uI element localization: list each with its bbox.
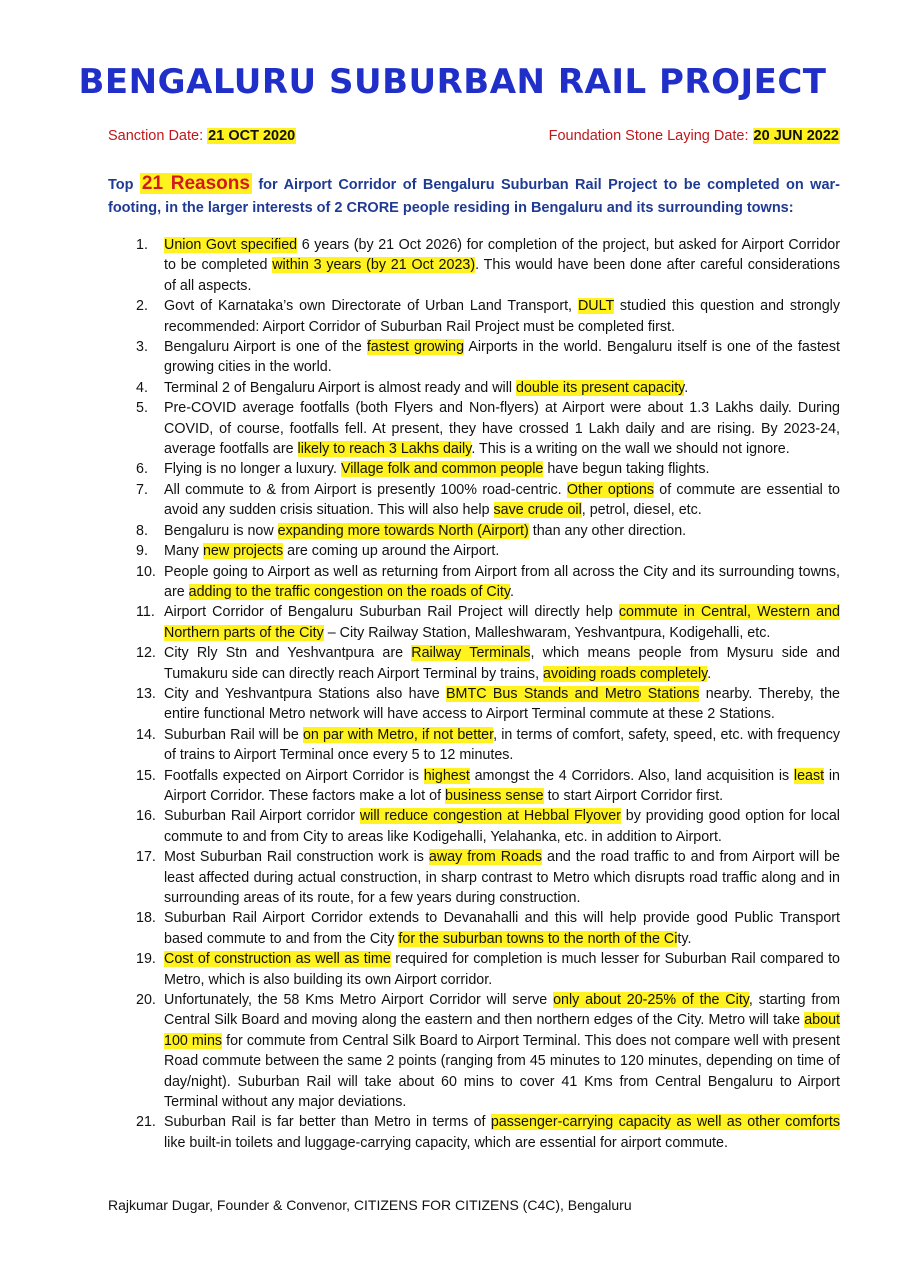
reason-highlight: Village folk and common people: [340, 461, 544, 478]
reason-text: of commute are essential to avoid any sudden crisis situation. This will also help: [164, 481, 840, 519]
reason-number: 13.: [136, 685, 156, 702]
reason-text: Unfortunately, the 58 Kms Metro Airport Corridor will serve: [164, 992, 554, 1009]
sanction-date-value: 21 OCT 2020: [208, 128, 296, 144]
reason-highlight: Other options: [566, 481, 655, 498]
reason-text: Suburban Rail Airport corridor: [164, 808, 360, 825]
reason-text: People going to Airport as well as returning from Airport from all across the City and its surrounding towns, are: [164, 563, 840, 600]
reason-item: [108, 725, 840, 766]
reason-number: 10.: [136, 563, 156, 580]
reason-number: 1.: [136, 237, 148, 253]
reason-text: have begun taking flights.: [543, 461, 710, 478]
reason-highlight: expanding more towards North (Airport): [277, 522, 529, 539]
reason-highlight: new projects: [202, 543, 284, 560]
reason-item: [108, 480, 840, 521]
reason-text: nearby. Thereby, the entire functional Metro network will have access to Airport Terminal commute at these 2 Stations.: [164, 685, 840, 723]
reason-text: amongst the 4 Corridors. Also, land acquisition is: [469, 767, 794, 784]
reason-highlight: save crude oil: [493, 502, 582, 519]
reason-highlight: highest: [423, 767, 470, 784]
reason-highlight: away from Roads: [428, 849, 543, 866]
reason-number: 6.: [136, 461, 148, 478]
reason-text: in Airport Corridor. These factors make a lot of: [164, 767, 840, 804]
reason-text: , in terms of comfort, safety, speed, etc. with frequency of trains to Airport Terminal once every 5 to 12 minutes.: [164, 726, 840, 764]
reason-text: . This would have been done after careful considerations of all aspects.: [164, 257, 840, 294]
reason-number: 8.: [136, 522, 148, 539]
reason-text: – City Railway Station, Malleshwaram, Yeshvantpura, Kodigehalli, etc.: [323, 624, 771, 641]
reason-text: and the road traffic to and from Airport will be least affected during actual construction, in sharp contrast to Metro which disrupts road traffic along and in surrounding areas of its route, for a few years during construction.: [164, 849, 840, 906]
reason-text: 6 years (by 21 Oct 2026) for completion of the project, but asked for Airport Corridor to be completed: [164, 237, 840, 274]
reason-highlight: commute in Central, Western and Northern parts of the City: [164, 604, 840, 641]
reason-item: [108, 337, 840, 378]
intro-heading: [108, 172, 840, 220]
reason-item: [108, 766, 840, 807]
reason-text: like built-in toilets and luggage-carrying capacity, which are essential for airport commute.: [164, 1134, 728, 1151]
foundation-date-value: 20 JUN 2022: [753, 128, 839, 144]
intro-pre: Top: [108, 177, 140, 193]
reason-item: [108, 562, 840, 603]
reasons-list: [108, 235, 840, 1153]
reason-item: [108, 521, 840, 541]
reason-text: Pre-COVID average footfalls (both Flyers and Non-flyers) at Airport were about 1.3 Lakhs daily. During COVID, of course, footfalls fell. At present, they have crossed 1 Lakh daily and are rising. By 2023-24, average footfalls are: [164, 400, 840, 458]
reason-highlight: avoiding roads completely: [543, 665, 708, 682]
reason-item: [108, 847, 840, 908]
reason-highlight: on par with Metro, if not better: [302, 726, 494, 743]
reason-highlight: adding to the traffic congestion on the roads of City: [188, 583, 510, 600]
reason-text: Govt of Karnataka’s own Directorate of Urban Land Transport,: [164, 298, 578, 315]
reason-number: 17.: [136, 849, 156, 866]
reason-text: Bengaluru is now: [164, 522, 278, 539]
reason-text: . This is a writing on the wall we should not ignore.: [471, 441, 790, 458]
reason-text: by providing good option for local commute to and from City to areas like Kodigehalli, Yelahanka, etc. in addition to Airport.: [164, 808, 840, 845]
reason-text: are coming up around the Airport.: [283, 543, 500, 560]
reason-text: studied this question and strongly recommended: Airport Corridor of Suburban Rail Project must be completed first.: [164, 298, 840, 335]
reason-text: Flying is no longer a luxury.: [164, 461, 341, 478]
reason-highlight: about 100 mins: [164, 1012, 840, 1049]
reason-item: [108, 806, 840, 847]
reason-text: Suburban Rail Airport Corridor extends to Devanahalli and this will help provide good Public Transport based commute to and from the City: [164, 910, 840, 947]
reason-number: 19.: [136, 951, 156, 968]
reason-item: [108, 1112, 840, 1153]
reason-highlight: for the suburban towns to the north of the Ci: [398, 930, 678, 947]
reason-item: [108, 949, 840, 990]
reason-highlight: double its present capacity: [516, 379, 685, 396]
intro-reason-count: 21 Reasons: [141, 173, 250, 194]
reason-text: Suburban Rail is far better than Metro in terms of: [164, 1114, 491, 1131]
reason-text: required for completion is much lesser for Suburban Rail compared to Metro, which is also building its own Airport corridor.: [164, 951, 840, 988]
footer-signature: Rajkumar Dugar, Founder & Convenor, CITIZENS FOR CITIZENS (C4C), Bengaluru: [108, 1197, 632, 1213]
reason-number: 9.: [136, 543, 148, 560]
reason-item: [108, 684, 840, 725]
reason-highlight: fastest growing: [366, 339, 465, 356]
reason-highlight: Railway Terminals: [411, 645, 531, 662]
foundation-date-label: Foundation Stone Laying Date:: [548, 128, 753, 144]
reason-item: [108, 398, 840, 459]
reason-text: .: [707, 665, 712, 682]
reason-text: to start Airport Corridor first.: [543, 787, 724, 804]
foundation-date: [549, 128, 840, 144]
document-title: BENGALURU SUBURBAN RAIL PROJECT: [78, 62, 827, 102]
reason-text: , petrol, diesel, etc.: [581, 502, 702, 519]
reason-text: Footfalls expected on Airport Corridor is: [164, 767, 424, 784]
reason-highlight: least: [793, 767, 825, 784]
reason-text: City and Yeshvantpura Stations also have: [164, 685, 447, 702]
reason-text: .: [510, 583, 514, 600]
reason-number: 7.: [136, 481, 148, 498]
reason-text: Terminal 2 of Bengaluru Airport is almost ready and will: [164, 379, 517, 396]
reason-text: Most Suburban Rail construction work is: [164, 849, 429, 866]
reason-text: All commute to & from Airport is presently 100% road-centric.: [164, 481, 567, 498]
reason-text: Many: [164, 543, 203, 560]
reason-highlight: only about 20-25% of the City: [553, 992, 749, 1009]
reason-text: City Rly Stn and Yeshvantpura are: [164, 645, 412, 662]
reason-number: 4.: [136, 379, 148, 396]
reason-highlight: will reduce congestion at Hebbal Flyover: [359, 808, 621, 825]
reason-text: Bengaluru Airport is one of the: [164, 339, 367, 356]
reason-number: 11.: [136, 604, 155, 621]
reason-item: [108, 602, 840, 643]
sanction-date: [108, 128, 296, 144]
reason-text: Suburban Rail will be: [164, 726, 303, 743]
sanction-date-label: Sanction Date:: [108, 128, 208, 144]
reason-highlight: Cost of construction as well as time: [164, 951, 391, 968]
reason-highlight: business sense: [445, 787, 544, 804]
reason-item: [108, 378, 840, 398]
reason-item: [108, 235, 840, 296]
reason-item: [108, 459, 840, 479]
reason-highlight: within 3 years (by 21 Oct 2023): [272, 257, 476, 274]
reason-highlight: DULT: [577, 298, 614, 315]
reason-number: 18.: [136, 910, 156, 927]
reason-text: Airport Corridor of Bengaluru Suburban Rail Project will directly help: [164, 604, 619, 621]
reason-number: 20.: [136, 992, 156, 1009]
reason-text: , starting from Central Silk Board and moving along the eastern and then northern edges of the City. Metro will take: [164, 992, 840, 1029]
reason-highlight: BMTC Bus Stands and Metro Stations: [446, 685, 700, 702]
reason-item: [108, 908, 840, 949]
reason-number: 16.: [136, 808, 156, 825]
reason-text: , which means people from Mysuru side and Tumakuru side can directly reach Airport Terminal by trains,: [164, 645, 840, 682]
reason-text: ty.: [677, 930, 692, 947]
reason-item: [108, 990, 840, 1112]
reason-number: 3.: [136, 339, 148, 356]
reason-number: 14.: [136, 726, 156, 743]
reason-number: 21.: [136, 1114, 156, 1131]
reason-text: Airports in the world. Bengaluru itself is one of the fastest growing cities in the world.: [164, 339, 840, 376]
reason-text: than any other direction.: [528, 522, 687, 539]
reason-highlight: Union Govt specified: [164, 237, 298, 253]
reason-number: 15.: [136, 767, 156, 784]
reason-item: [108, 296, 840, 337]
reason-number: 12.: [136, 645, 156, 662]
reason-text: for commute from Central Silk Board to Airport Terminal. This does not compare well with present Road commute between the same 2 points (ranging from 45 minutes to 120 minutes, depending on time of day/night). Suburban Rail will take about 60 mins to cover 41 Kms from Central Bengaluru to Airport Terminal without any major deviations.: [164, 1032, 840, 1111]
reason-item: [108, 541, 840, 561]
reason-text: .: [684, 379, 689, 396]
reason-item: [108, 643, 840, 684]
reason-number: 2.: [136, 298, 148, 315]
reason-number: 5.: [136, 400, 148, 417]
dates-row: [108, 128, 840, 150]
reason-highlight: likely to reach 3 Lakhs daily: [297, 441, 472, 458]
reason-highlight: passenger-carrying capacity as well as other comforts: [490, 1114, 840, 1131]
intro-post: for Airport Corridor of Bengaluru Suburban Rail Project to be completed on war-footing, in the larger interests of 2 CRORE people residing in Bengaluru and its surrounding towns:: [108, 177, 840, 216]
